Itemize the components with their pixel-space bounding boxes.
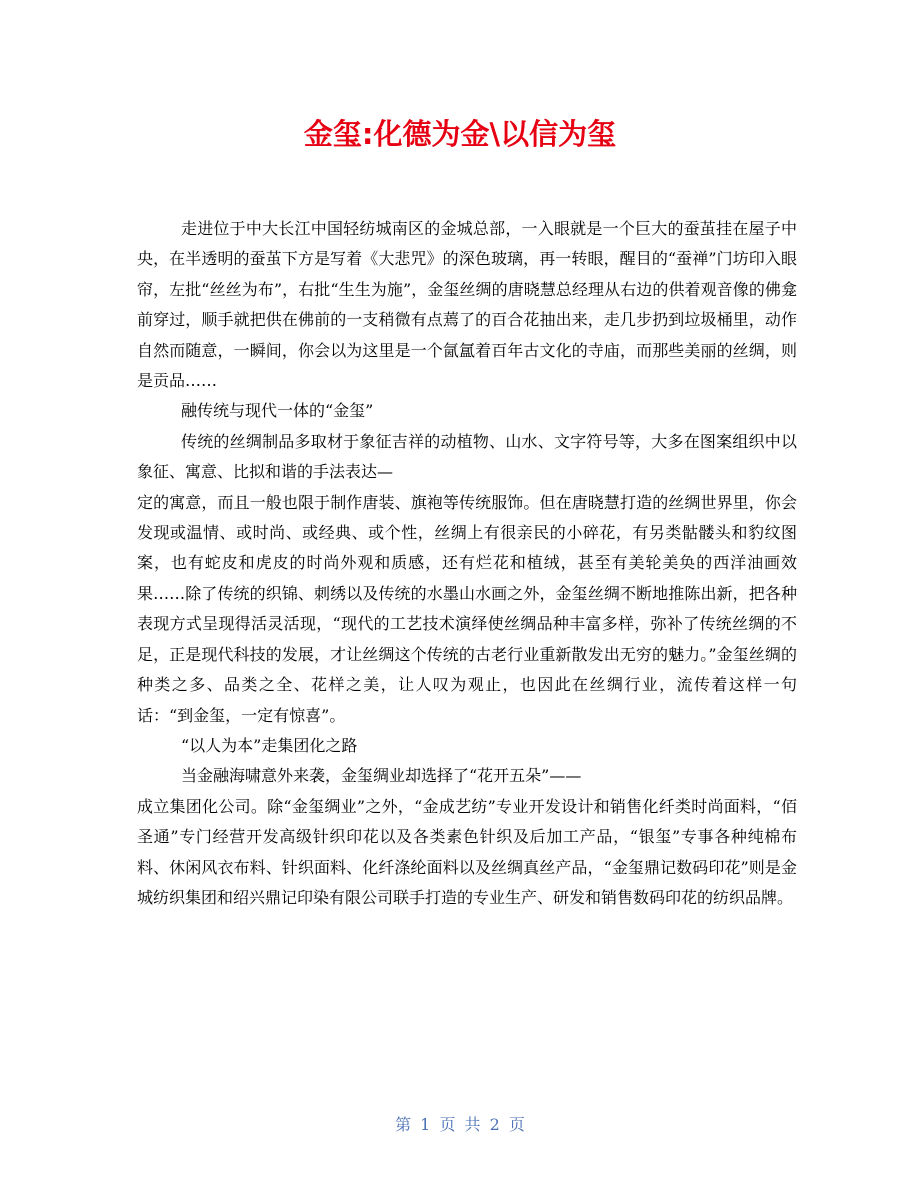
section-heading-tradition-modern: 融传统与现代一体的“金玺” <box>181 401 374 421</box>
paragraph-traditional-silk: 传统的丝绸制品多取材于象征吉祥的动植物、山水、文字符号等，大多在图案组织中以象征、寓意、比拟和谐的手法表达— <box>137 431 797 482</box>
paragraph-financial-tsunami: 当金融海啸意外来袭，金玺绸业却选择了“花开五朵”—— <box>181 766 582 786</box>
document-title: 金玺:化德为金\以信为玺 <box>303 117 617 151</box>
paragraph-intro: 走进位于中大长江中国轻纺城南区的金城总部，一入眼就是一个巨大的蚕茧挂在屋子中央，在半透明的蚕茧下方是写着《大悲咒》的深色玻璃，再一转眼，醒目的“蚕禅”门坊印入眼帘，左批“丝丝为布”，右批“生生为施”，金玺丝绸的唐晓慧总经理从右边的供着观音像的佛龛前穿过，顺手就把供在佛前的一支稍微有点蔫了的百合花抽出来，走几步扔到垃圾桶里，动作自然而随意，一瞬间，你会以为这里是一个氤氲着百年古文化的寺庙，而那些美丽的丝绸，则是贡品…… <box>137 219 797 391</box>
page-number: 第 1 页 共 2 页 <box>395 1115 525 1134</box>
section-heading-people-oriented: “以人为本”走集团化之路 <box>181 735 358 755</box>
document-body <box>137 214 797 913</box>
paragraph-group-companies: 成立集团化公司。除“金玺绸业”之外，“金成艺纺”专业开发设计和销售化纤类时尚面料，“佰圣通”专门经营开发高级针织印花以及各类素色针织及后加工产品，“银玺”专事各种纯棉布料、休闲风衣布料、针织面料、化纤涤纶面料以及丝绸真丝产品，“金玺鼎记数码印花”则是金城纺织集团和绍兴鼎记印染有限公司联手打造的专业生产、研发和销售数码印花的纺织品牌。 <box>137 796 797 907</box>
paragraph-silk-world: 定的寓意，而且一般也限于制作唐装、旗袍等传统服饰。但在唐晓慧打造的丝绸世界里，你会发现或温情、或时尚、或经典、或个性，丝绸上有很亲民的小碎花，有另类骷髅头和豹纹图案，也有蛇皮和虎皮的时尚外观和质感，还有烂花和植绒，甚至有美轮美奂的西洋油画效果……除了传统的织锦、刺绣以及传统的水墨山水画之外，金玺丝绸不断地推陈出新，把各种表现方式呈现得活灵活现，“现代的工艺技术演绎使丝绸品种丰富多样，弥补了传统丝绸的不足，正是现代科技的发展，才让丝绸这个传统的古老行业重新散发出无穷的魅力。”金玺丝绸的种类之多、品类之全、花样之美，让人叹为观止，也因此在丝绸行业，流传着这样一句话：“到金玺，一定有惊喜”。 <box>137 492 797 725</box>
